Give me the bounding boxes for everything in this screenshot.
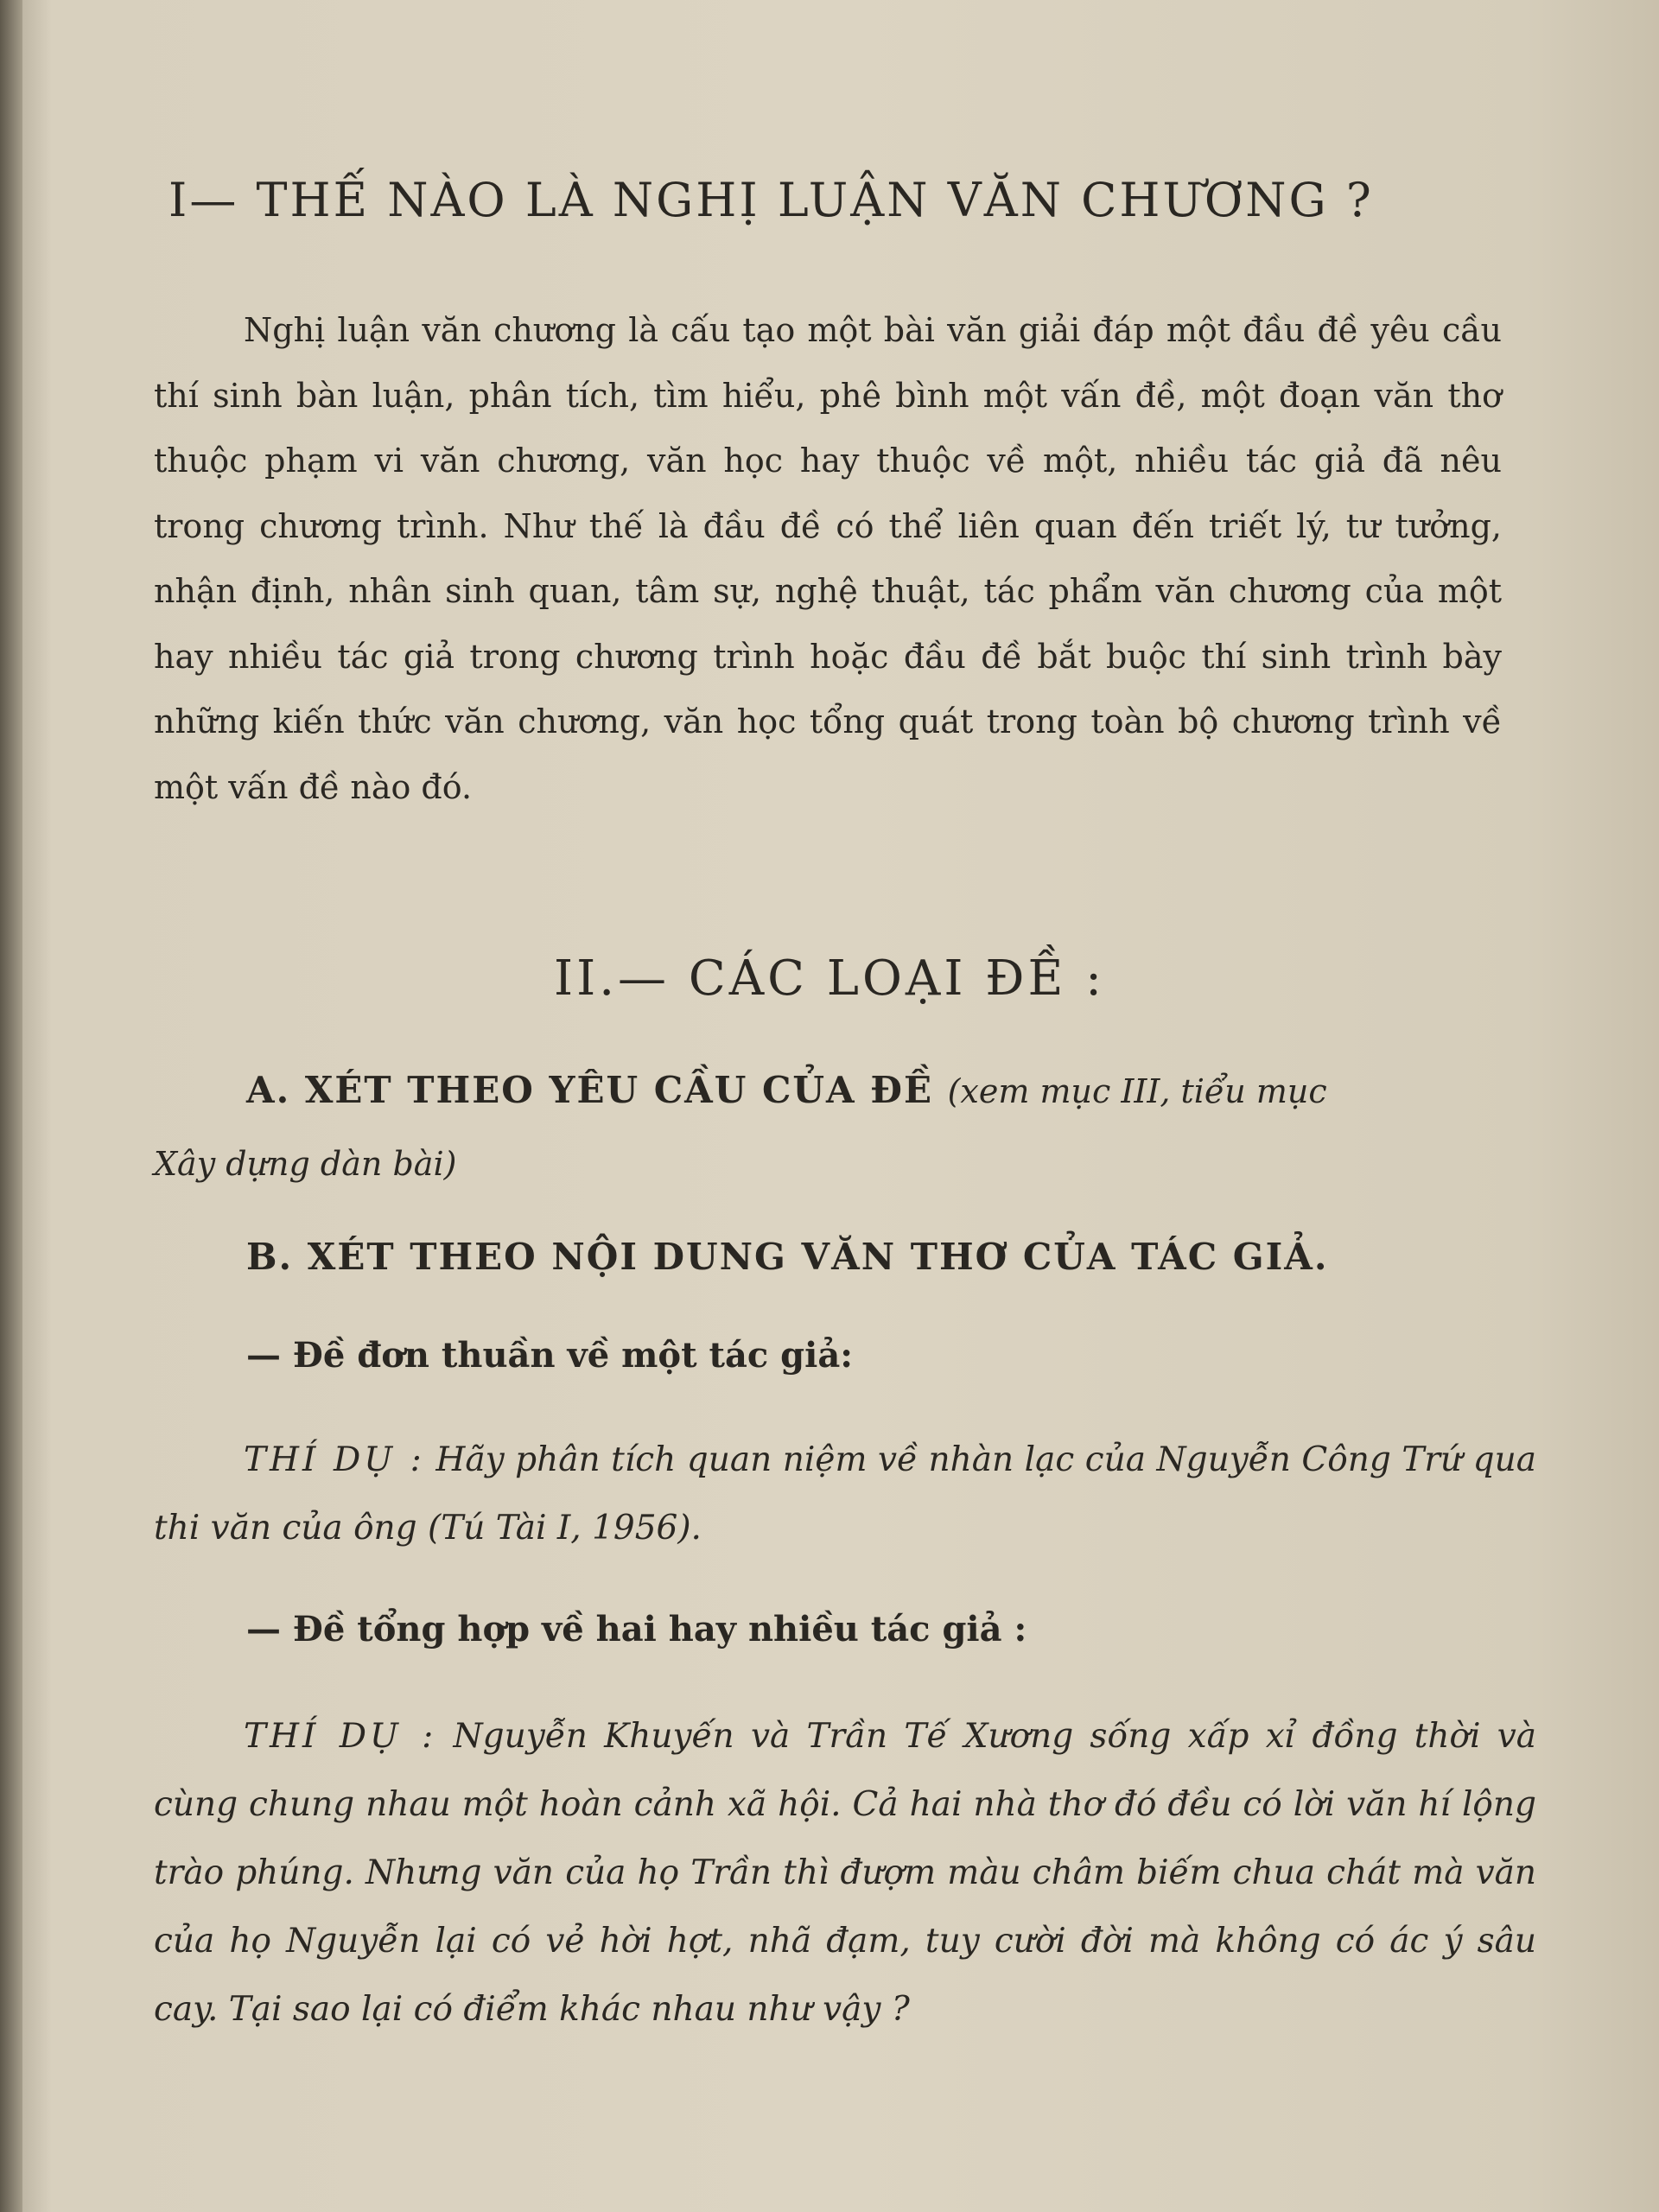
multi-author-example xyxy=(154,1702,1536,2044)
example-text: Hãy phân tích quan niệm về nhàn lạc của Nguyễn Công Trứ qua thi văn của ông (Tú Tài I, 1956). xyxy=(154,1440,1536,1548)
subheading-a-note: (xem mục III, tiểu mục xyxy=(947,1072,1327,1110)
subheading-a xyxy=(246,1069,1542,1111)
single-author-example xyxy=(154,1426,1536,1562)
subheading-a-label: A. XÉT THEO YÊU CẦU CỦA ĐỀ xyxy=(246,1069,933,1111)
section-1-heading: I— THẾ NÀO LÀ NGHỊ LUẬN VĂN CHƯƠNG ? xyxy=(168,173,1374,227)
example-label: THÍ DỤ : xyxy=(244,1717,437,1756)
book-spine-shadow xyxy=(0,0,22,2212)
section-1-paragraph: Nghị luận văn chương là cấu tạo một bài văn giải đáp một đầu đề yêu cầu thí sinh bàn luận, phân tích, tìm hiểu, phê bình một vấn đề, một đoạn văn thơ thuộc phạm vi văn chương, văn học hay thuộc về một, nhiều tác giả đã nêu trong chương trình. Như thế là đầu đề có thể liên quan đến triết lý, tư tưởng, nhận định, nhân sinh quan, tâm sự, nghệ thuật, tác phẩm văn chương của một hay nhiều tác giả trong chương trình hoặc đầu đề bắt buộc thí sinh trình bày những kiến thức văn chương, văn học tổng quát trong toàn bộ chương trình về một vấn đề nào đó. xyxy=(154,311,1502,806)
subheading-b: B. XÉT THEO NỘI DUNG VĂN THƠ CỦA TÁC GIẢ. xyxy=(246,1236,1329,1278)
subheading-a-note-continued: Xây dựng dàn bài) xyxy=(154,1145,457,1183)
example-text: Nguyễn Khuyến và Trần Tế Xương sống xấp xỉ đồng thời và cùng chung nhau một hoàn cảnh xã hội. Cả hai nhà thơ đó đều có lời văn hí lộng trào phúng. Nhưng văn của họ Trần thì đượm màu châm biếm chua chát mà văn của họ Nguyễn lại có vẻ hời hợt, nhã đạm, tuy cười đời mà không có ác ý sâu cay. Tại sao lại có điểm khác nhau như vậy ? xyxy=(154,1717,1536,2029)
multi-author-heading: — Đề tổng hợp về hai hay nhiều tác giả : xyxy=(246,1609,1027,1649)
section-2-heading: II.— CÁC LOẠI ĐỀ : xyxy=(554,950,1105,1007)
example-label: THÍ DỤ : xyxy=(244,1440,425,1479)
single-author-heading: — Đề đơn thuần về một tác giả: xyxy=(246,1335,854,1376)
